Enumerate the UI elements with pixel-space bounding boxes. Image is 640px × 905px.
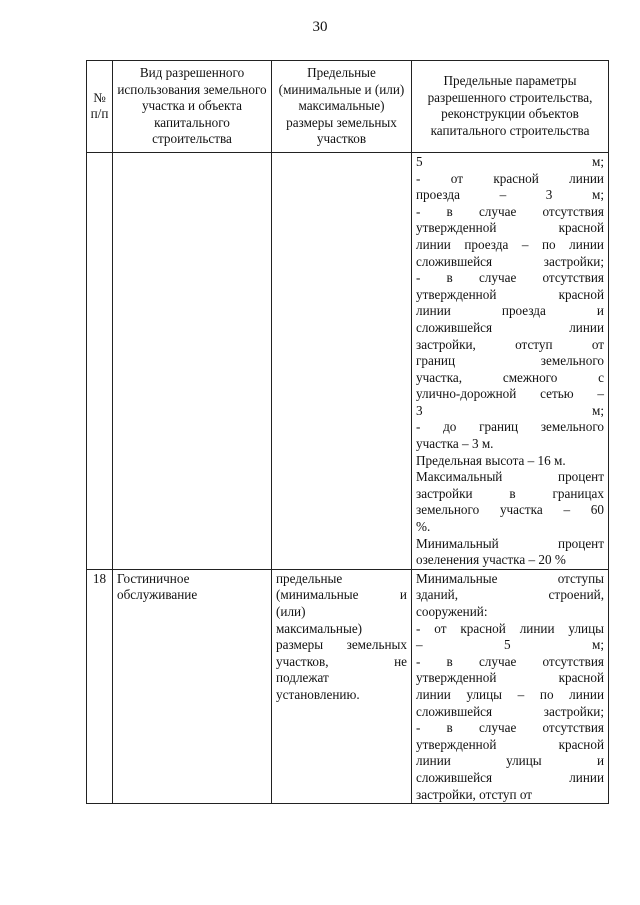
header-params: Предельные параметры разрешенного строительства, реконструкции объектов капитального строительства [412,61,609,153]
cell-line: предельные [276,570,343,586]
cell-line: Минимальный процент [416,535,604,551]
header-num: № п/п [87,61,113,153]
header-size: Предельные (минимальные и (или) максимальные) размеры земельных участков [272,61,412,153]
cell-line: (или) [276,604,306,619]
cell-line: %. [416,519,431,535]
cell-line: - в случае отсутствия [416,203,604,219]
cell-line: сложившейся застройки; [416,253,604,269]
cell-line: границ земельного [416,353,604,369]
table-row [87,152,609,569]
header-type: Вид разрешенного использования земельного участка и объекта капитального строительства [113,61,272,153]
cell-line: - в случае отсутствия [416,720,604,736]
cell-line: утвержденной красной [416,736,604,752]
cell-type [113,569,272,803]
cell-line: подлежат [276,670,329,686]
cell-line: - в случае отсутствия [416,653,604,669]
cell-line: линии улицы – по линии [416,686,604,702]
cell-line: (минимальные и [276,587,407,603]
cell-line: улично-дорожной сетью – [416,386,604,402]
cell-line: сложившейся линии [416,769,604,785]
zoning-table [86,60,609,804]
cell-line: Гостиничное [117,570,190,586]
cell-line: размеры земельных [276,637,407,653]
page-number: 30 [312,19,328,35]
cell-num [87,152,113,569]
cell-line: Предельная высота – 16 м. [416,452,566,468]
cell-line: Максимальный процент [416,469,604,485]
cell-line: Минимальные отступы [416,570,604,586]
cell-line: 5 м; [416,153,604,169]
cell-line: сооружений: [416,604,488,619]
cell-size [272,152,412,569]
cell-line: - в случае отсутствия [416,270,604,286]
cell-line: сложившейся застройки; [416,703,604,719]
cell-params [412,569,609,803]
cell-line: линии проезда – по линии [416,236,604,252]
cell-num: 18 [87,569,113,803]
cell-line: максимальные) [276,620,363,636]
cell-line: – 5 м; [416,637,604,653]
cell-line: установлению. [276,686,360,702]
cell-line: обслуживание [117,587,198,603]
cell-line: застройки, отступ от [416,786,533,802]
cell-type [113,152,272,569]
cell-size [272,569,412,803]
cell-line: участка – 3 м. [416,436,494,452]
cell-line: сложившейся линии [416,319,604,335]
cell-line: застройки, отступ от [416,336,604,352]
cell-line: линии проезда и [416,303,604,319]
cell-line: - от красной линии улицы [416,620,604,636]
cell-line: 3 м; [416,402,604,418]
cell-line: застройки в границах [416,485,604,501]
cell-line: участков, не [276,653,407,669]
cell-line: утвержденной красной [416,220,604,236]
cell-line: утвержденной красной [416,286,604,302]
cell-line: - от красной линии [416,170,604,186]
cell-line: участка, смежного с [416,369,604,385]
cell-line: утвержденной красной [416,670,604,686]
cell-line: проезда – 3 м; [416,187,604,203]
cell-line: земельного участка – 60 [416,502,604,518]
cell-line: озеленения участка – 20 % [416,552,566,568]
cell-line: зданий, строений, [416,587,604,603]
cell-line: - до границ земельного [416,419,604,435]
table-header-row [87,61,609,153]
cell-params [412,152,609,569]
table-row [87,569,609,803]
cell-line: линии улицы и [416,753,604,769]
